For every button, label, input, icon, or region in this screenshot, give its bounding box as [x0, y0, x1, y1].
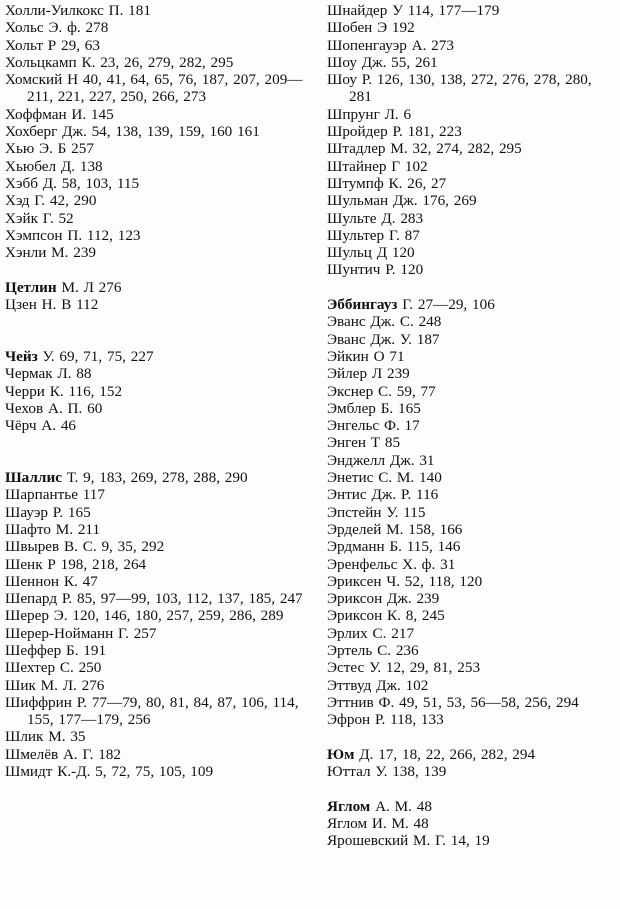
entry-name: Шнайдер — [327, 2, 388, 19]
index-entry — [327, 486, 617, 503]
index-entry — [5, 192, 305, 209]
entry-pages: У. 12, 29, 81, 253 — [364, 659, 481, 677]
entry-name: Хольс — [5, 19, 44, 37]
entry-name: Шульте — [327, 209, 377, 227]
index-entry — [327, 175, 617, 192]
entry-name: Шарпантье — [5, 486, 78, 504]
entry-pages: Т 85 — [366, 434, 401, 452]
entry-name: Эттвуд — [327, 676, 372, 694]
entry-name: Чёрч — [5, 417, 37, 435]
letter-group-gap — [5, 261, 305, 278]
entry-pages: К. 23, 26, 279, 282, 295 — [76, 53, 234, 71]
index-entry — [327, 504, 617, 521]
index-entry — [327, 798, 617, 815]
entry-pages: С. 250 — [55, 659, 102, 677]
entry-pages: С. М. 140 — [373, 469, 442, 487]
index-entry — [327, 244, 617, 261]
entry-pages: С. 217 — [367, 624, 415, 642]
entry-pages: А. Г. 182 — [58, 745, 121, 763]
entry-name: Энджелл — [327, 451, 386, 469]
index-entry — [327, 573, 617, 590]
entry-name: Шехтер — [5, 659, 56, 677]
entry-pages: Д. 138 — [56, 157, 103, 175]
index-entry — [5, 625, 305, 642]
index-entry — [5, 486, 305, 503]
index-entry — [327, 227, 617, 244]
entry-name: Шобен — [327, 19, 373, 37]
letter-group-gap — [5, 313, 305, 330]
entry-pages: Э. Б 257 — [34, 140, 94, 158]
index-entry — [327, 158, 617, 175]
entry-pages: Л. 88 — [52, 365, 92, 383]
entry-pages: Ф. 49, 51, 53, 56—58, 256, 294 — [373, 693, 579, 711]
entry-pages: В. С. 9, 35, 292 — [59, 538, 165, 556]
entry-pages: А. 46 — [36, 417, 77, 435]
index-entry — [5, 728, 305, 745]
entry-pages: М. Г. 14, 19 — [408, 832, 490, 850]
entry-name: Хью — [5, 140, 35, 158]
letter-group-gap — [5, 434, 305, 451]
entry-pages: Д. 58, 103, 115 — [37, 174, 140, 192]
entry-pages: Г. 257 — [113, 624, 157, 642]
index-entry — [5, 677, 305, 694]
entry-name: Шлик — [5, 728, 44, 746]
entry-pages: Э. 120, 146, 180, 257, 259, 286, 289 — [49, 607, 284, 625]
entry-name: Эббингауз — [327, 296, 398, 314]
index-entry — [5, 746, 305, 763]
entry-name: Шунтич — [327, 261, 381, 279]
index-entry — [327, 2, 617, 19]
index-entry — [327, 348, 617, 365]
index-entry — [5, 19, 305, 36]
entry-pages: Дж. С. 248 — [365, 313, 442, 331]
entry-name: Эстес — [327, 659, 365, 677]
entry-name: Эренфельс — [327, 555, 398, 573]
entry-name: Шиффрин — [5, 693, 72, 711]
index-entry — [5, 348, 305, 365]
entry-pages: К. 26, 27 — [383, 174, 447, 192]
index-entry — [327, 469, 617, 486]
entry-pages: Дж. 239 — [382, 590, 440, 608]
entry-name: Хьюбел — [5, 157, 57, 175]
entry-name: Эфрон — [327, 711, 371, 729]
entry-name: Хэмпсон — [5, 226, 63, 244]
index-entry — [327, 711, 617, 728]
entry-name: Эмблер — [327, 399, 376, 417]
index-entry — [5, 54, 305, 71]
index-entry — [5, 590, 305, 607]
entry-name: Энтис — [327, 486, 367, 504]
index-entry — [5, 175, 305, 192]
entry-name: Эттнив — [327, 693, 374, 711]
entry-name: Шеннон — [5, 572, 60, 590]
index-entry — [327, 383, 617, 400]
entry-pages: Р. 126, 130, 138, 272, 276, 278, 280, 281 — [349, 71, 592, 106]
index-entry — [327, 365, 617, 382]
entry-name: Шмидт — [5, 763, 53, 781]
entry-name: Энген — [327, 434, 367, 452]
index-entry — [327, 434, 617, 451]
entry-pages: Б. 115, 146 — [384, 538, 461, 556]
entry-name: Хэйк — [5, 209, 38, 227]
entry-pages: И. М. 48 — [367, 814, 429, 832]
entry-pages: Д. 17, 18, 22, 266, 282, 294 — [354, 745, 536, 763]
index-entry — [5, 642, 305, 659]
entry-name: Эванс — [327, 330, 366, 348]
index-entry — [5, 227, 305, 244]
index-entry — [327, 192, 617, 209]
entry-pages: Л. 6 — [379, 105, 412, 123]
entry-name: Шпрунг — [327, 105, 380, 123]
entry-pages: П. 112, 123 — [62, 226, 141, 244]
index-entry — [5, 763, 305, 780]
entry-name: Шульман — [327, 192, 389, 210]
entry-pages: Л 239 — [367, 365, 410, 383]
entry-name: Яглом — [327, 814, 368, 832]
entry-pages: Н. В 112 — [36, 296, 99, 314]
entry-name: Хомский — [5, 71, 63, 89]
index-entry — [5, 469, 305, 486]
entry-pages: М. Л 276 — [56, 278, 122, 296]
entry-pages: М. 35 — [43, 728, 86, 746]
index-entry — [327, 71, 617, 106]
entry-name: Хэд — [5, 192, 30, 210]
entry-name: Эриксон — [327, 607, 383, 625]
entry-name: Шерер — [5, 607, 49, 625]
index-entry — [5, 538, 305, 555]
entry-pages: 117 — [77, 486, 105, 504]
entry-pages: К. 116, 152 — [44, 382, 123, 400]
entry-name: Хоффман — [5, 105, 67, 123]
entry-name: Штайнер — [327, 157, 387, 175]
entry-name: Шепард — [5, 590, 58, 608]
entry-name: Чейз — [5, 347, 38, 365]
index-entry — [5, 573, 305, 590]
index-entry — [5, 365, 305, 382]
entry-pages: Г. 27—29, 106 — [397, 296, 495, 314]
entry-name: Шультер — [327, 226, 385, 244]
index-entry — [5, 37, 305, 54]
entry-pages: Р. 85, 97—99, 103, 112, 137, 185, 247 — [57, 590, 303, 608]
entry-pages: Г 102 — [386, 157, 428, 175]
entry-name: Шоу — [327, 71, 357, 89]
index-entry — [5, 417, 305, 434]
entry-name: Штадлер — [327, 140, 386, 158]
entry-name: Шройдер — [327, 123, 388, 141]
index-entry — [327, 642, 617, 659]
entry-pages: Д 120 — [371, 244, 415, 262]
entry-pages: Т. 9, 183, 269, 278, 288, 290 — [61, 469, 248, 487]
entry-name: Штумпф — [327, 174, 384, 192]
entry-name: Хольт — [5, 36, 43, 54]
entry-pages: Р. 77—79, 80, 81, 84, 87, 106, 114, 155, 177—179, 256 — [27, 693, 299, 729]
index-entry — [327, 54, 617, 71]
entry-pages: М. 158, 166 — [381, 520, 463, 538]
index-entry — [327, 400, 617, 417]
entry-pages: Дж. 31 — [385, 451, 435, 469]
index-entry — [327, 590, 617, 607]
entry-pages: М. Л. 276 — [35, 676, 105, 694]
entry-name: Чермак — [5, 365, 53, 383]
entry-pages: С. 236 — [372, 641, 419, 659]
entry-name: Энетис — [327, 469, 374, 487]
index-entry — [327, 694, 617, 711]
entry-name: Черри — [5, 382, 45, 400]
entry-pages: А. П. 60 — [43, 399, 103, 417]
entry-pages: Х. ф. 31 — [397, 555, 456, 573]
index-entry — [327, 659, 617, 676]
index-entry — [5, 158, 305, 175]
index-entry — [327, 556, 617, 573]
entry-pages: Д. 283 — [376, 209, 424, 227]
index-entry — [5, 694, 305, 729]
entry-pages: Дж. 176, 269 — [388, 192, 477, 210]
index-entry — [5, 210, 305, 227]
letter-group-gap — [327, 780, 617, 797]
entry-pages: М. 239 — [46, 244, 97, 262]
entry-pages: П. 181 — [103, 2, 151, 19]
entry-pages: И. 145 — [66, 105, 114, 123]
index-entry — [327, 746, 617, 763]
entry-name: Шенк — [5, 555, 43, 573]
index-entry — [5, 279, 305, 296]
index-entry — [5, 123, 305, 140]
index-entry — [327, 37, 617, 54]
entry-pages: Р 198, 218, 264 — [42, 555, 147, 573]
entry-name: Эрделей — [327, 520, 382, 538]
entry-pages: У. 138, 139 — [370, 763, 447, 781]
index-entry — [327, 625, 617, 642]
entry-name: Эртель — [327, 641, 373, 659]
index-entry — [327, 677, 617, 694]
entry-name: Швырев — [5, 538, 60, 556]
index-entry — [327, 832, 617, 849]
entry-name: Шерер-Нойманн — [5, 624, 114, 642]
index-column-left — [5, 2, 305, 780]
index-entry — [327, 261, 617, 278]
entry-name: Хэнли — [5, 244, 47, 262]
index-entry — [327, 210, 617, 227]
index-entry — [327, 538, 617, 555]
entry-pages: Дж. 54, 138, 139, 159, 160 161 — [57, 123, 260, 141]
index-entry — [5, 71, 305, 106]
index-entry — [327, 521, 617, 538]
entry-pages: С. 59, 77 — [373, 382, 436, 400]
entry-pages: К. 8, 245 — [382, 607, 445, 625]
entry-name: Эйлер — [327, 365, 368, 383]
entry-pages: О 71 — [368, 347, 405, 365]
index-entry — [327, 815, 617, 832]
index-entry — [5, 296, 305, 313]
index-entry — [327, 452, 617, 469]
letter-group-gap — [5, 452, 305, 469]
index-entry — [327, 313, 617, 330]
index-entry — [5, 521, 305, 538]
letter-group-gap — [327, 728, 617, 745]
entry-pages: Р. 165 — [48, 503, 91, 521]
entry-pages: Г. 42, 290 — [29, 192, 97, 210]
entry-pages: У. 115 — [381, 503, 426, 521]
entry-pages: А. М. 48 — [370, 797, 432, 815]
entry-pages: Ф. 17 — [379, 417, 420, 435]
entry-pages: Э. ф. 278 — [43, 19, 109, 37]
entry-name: Шауэр — [5, 503, 48, 521]
entry-pages: М. 32, 274, 282, 295 — [385, 140, 522, 158]
index-entry — [327, 123, 617, 140]
entry-name: Юм — [327, 745, 355, 763]
entry-name: Чехов — [5, 399, 44, 417]
index-entry — [5, 244, 305, 261]
entry-pages: Р. 181, 223 — [387, 123, 462, 141]
entry-pages: Б. 165 — [375, 399, 421, 417]
entry-name: Эванс — [327, 313, 366, 331]
entry-name: Холли-Уилкокс — [5, 2, 104, 19]
entry-name: Эриксон — [327, 590, 383, 608]
entry-name: Шаллис — [5, 469, 62, 487]
entry-name: Хохберг — [5, 123, 58, 141]
entry-name: Эйкин — [327, 347, 369, 365]
letter-group-gap — [327, 279, 617, 296]
entry-name: Энгельс — [327, 417, 380, 435]
letter-group-gap — [5, 331, 305, 348]
index-entry — [327, 417, 617, 434]
entry-pages: Р 29, 63 — [42, 36, 100, 54]
entry-pages: Н 40, 41, 64, 65, 76, 187, 207, 209—211, 221, 227, 250, 266, 273 — [27, 71, 303, 106]
entry-pages: У. 69, 71, 75, 227 — [37, 347, 154, 365]
entry-name: Хольцкамп — [5, 53, 77, 71]
entry-name: Ярошевский — [327, 832, 409, 850]
entry-pages: А. 273 — [406, 36, 454, 54]
entry-name: Шопенгауэр — [327, 36, 407, 54]
entry-pages: Г. 52 — [38, 209, 74, 227]
entry-name: Эрдманн — [327, 538, 385, 556]
entry-pages: К. 47 — [59, 572, 98, 590]
entry-name: Шик — [5, 676, 36, 694]
entry-pages: У 114, 177—179 — [387, 2, 500, 19]
entry-pages: Э 192 — [372, 19, 415, 37]
entry-pages: К.-Д. 5, 72, 75, 105, 109 — [52, 763, 214, 781]
entry-name: Цетлин — [5, 278, 57, 296]
entry-name: Шмелёв — [5, 745, 59, 763]
entry-name: Шафто — [5, 520, 51, 538]
index-entry — [327, 296, 617, 313]
index-entry — [5, 383, 305, 400]
index-entry — [5, 106, 305, 123]
entry-name: Юттал — [327, 763, 371, 781]
entry-name: Эпстейн — [327, 503, 382, 521]
entry-pages: М. 211 — [50, 520, 101, 538]
index-entry — [327, 19, 617, 36]
index-entry — [5, 556, 305, 573]
entry-name: Цзен — [5, 296, 37, 314]
entry-name: Эриксен — [327, 572, 382, 590]
index-entry — [327, 106, 617, 123]
entry-pages: Дж. У. 187 — [365, 330, 440, 348]
index-entry — [5, 607, 305, 624]
entry-pages: Б. 191 — [61, 641, 107, 659]
entry-name: Яглом — [327, 797, 371, 815]
entry-pages: Дж. 102 — [371, 676, 429, 694]
entry-pages: Р. 118, 133 — [370, 711, 444, 729]
entry-pages: Дж. 55, 261 — [356, 53, 438, 71]
index-entry — [327, 331, 617, 348]
entry-pages: Р. 120 — [380, 261, 424, 279]
entry-pages: Ч. 52, 118, 120 — [381, 572, 483, 590]
index-column-right — [327, 2, 617, 850]
index-entry — [5, 140, 305, 157]
index-entry — [327, 607, 617, 624]
entry-name: Экснер — [327, 382, 374, 400]
index-entry — [5, 504, 305, 521]
index-entry — [5, 400, 305, 417]
entry-name: Шоу — [327, 53, 357, 71]
entry-name: Шульц — [327, 244, 372, 262]
index-entry — [327, 763, 617, 780]
entry-name: Хэбб — [5, 174, 38, 192]
entry-pages: Дж. Р. 116 — [366, 486, 439, 504]
entry-name: Эрлих — [327, 624, 368, 642]
entry-name: Шеффер — [5, 641, 62, 659]
index-entry — [5, 2, 305, 19]
index-entry — [5, 659, 305, 676]
index-entry — [327, 140, 617, 157]
entry-pages: Г. 87 — [384, 226, 420, 244]
